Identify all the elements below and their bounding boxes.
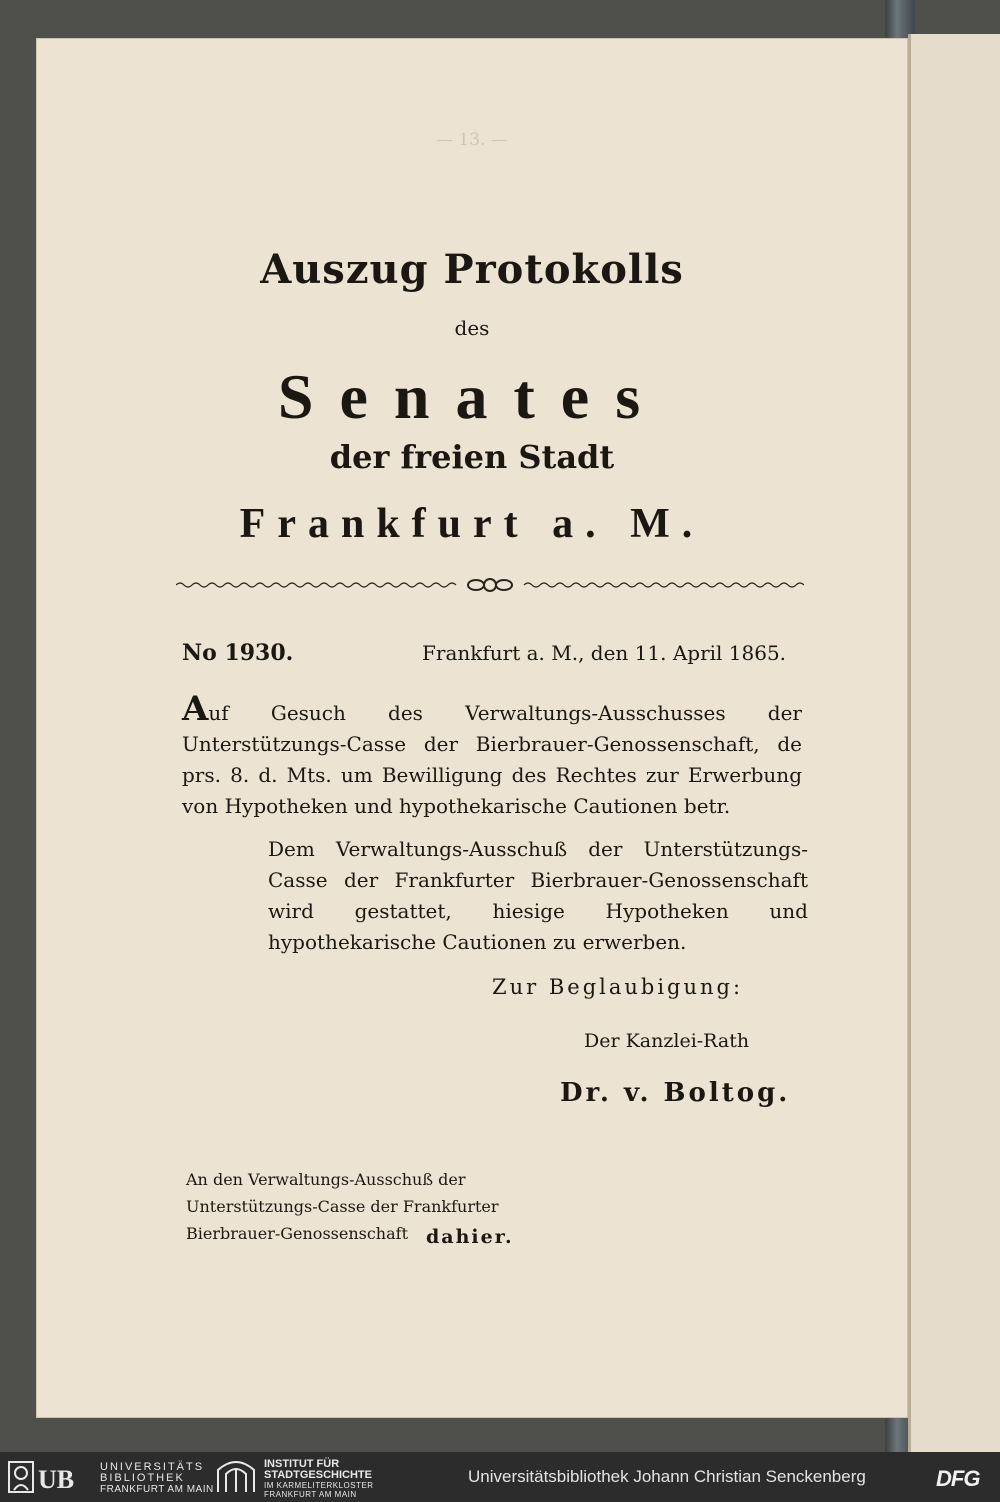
title-senates: Senates [277, 361, 667, 432]
document-date: Frankfurt a. M., den 11. April 1865. [422, 641, 787, 665]
title-freien-stadt: der freien Stadt [329, 438, 615, 476]
subject-paragraph [182, 689, 802, 822]
decision-paragraph: Dem Verwaltungs-Ausschuß der Unterstützungs-Casse der Frankfurter Bierbrauer-Genossenschaft wird gestattet, hiesige Hypotheken und hypothekarische Cautionen zu erwerben. [268, 837, 808, 954]
adjacent-page-edge [908, 34, 1000, 1452]
isg-line1: INSTITUT FÜR [264, 1458, 340, 1470]
isg-line3: IM KARMELITERKLOSTER [264, 1481, 374, 1490]
isg-text-block [264, 1459, 374, 1499]
ub-line3: FRANKFURT AM MAIN [100, 1484, 214, 1495]
ub-line2: BIBLIOTHEK [100, 1472, 185, 1484]
svg-text:UB: UB [38, 1465, 75, 1494]
document-number: No 1930. [182, 640, 294, 666]
document-page [36, 38, 908, 1418]
ub-text-block [100, 1462, 214, 1495]
recipient-address: An den Verwaltungs-Ausschuß der Unterstützungs-Casse der Frankfurter Bierbrauer-Genossenschaft [186, 1170, 499, 1243]
title-auszug-protokolls: Auszug Protokolls [260, 246, 684, 293]
footer-bar [0, 1452, 1000, 1502]
isg-line4: FRANKFURT AM MAIN [264, 1490, 357, 1499]
subject-text: uf Gesuch des Verwaltungs-Ausschusses der Unterstützungs-Casse der Bierbrauer-Genossenschaft, de prs. 8. d. Mts. um Bewilligung des Rechtes zur Erwerbung von Hypotheken und hypothekarische Cautionen betr. [182, 701, 802, 818]
signer-title: Der Kanzlei-Rath [584, 1030, 750, 1052]
title-frankfurt: Frankfurt a. M. [239, 501, 705, 547]
library-name-link[interactable]: Universitätsbibliothek Johann Christian Senckenberg [468, 1467, 866, 1486]
ornament-divider [176, 576, 804, 594]
recipient-place: dahier. [426, 1226, 514, 1248]
isg-line2: STADTGESCHICHTE [264, 1469, 372, 1481]
ub-line1: UNIVERSITÄTS [100, 1461, 205, 1473]
signer-name: Dr. v. Boltog. [560, 1078, 791, 1108]
drop-initial: A [182, 689, 209, 729]
certification-line: Zur Beglaubigung: [492, 975, 744, 999]
page-number: — 13. — [436, 130, 508, 150]
title-des: des [454, 316, 490, 340]
dfg-logo[interactable]: DFG [936, 1466, 980, 1491]
ub-logo-icon[interactable] [8, 1460, 98, 1494]
isg-logo-icon[interactable] [214, 1460, 258, 1494]
